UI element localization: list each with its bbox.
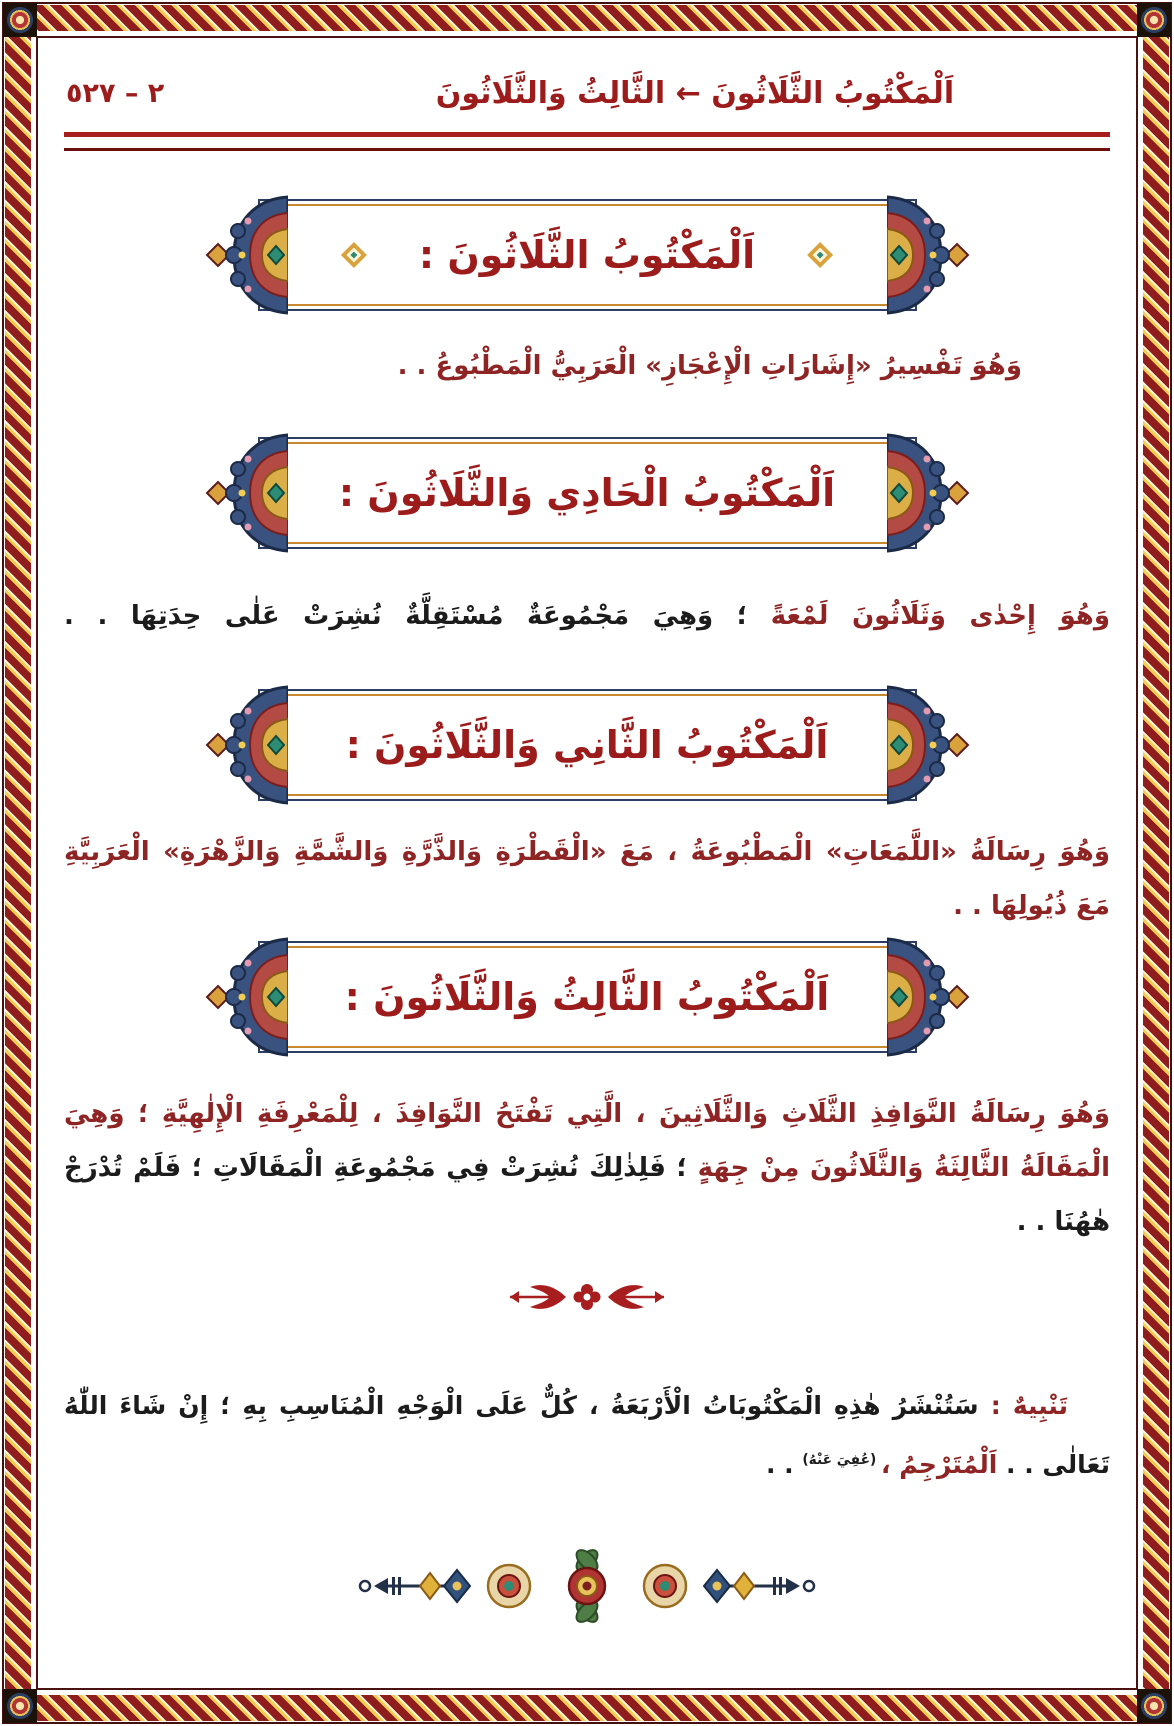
translator-seal: (عُفِيَ عَنْهُ) xyxy=(802,1452,882,1468)
section-heading: اَلْمَكْتُوبُ الْحَادِي وَالثَّلَاثُونَ : xyxy=(338,471,836,515)
diamond-ornament-icon xyxy=(807,242,833,268)
palmette-ornament-icon xyxy=(887,191,971,319)
diamond-ornament-icon xyxy=(341,242,367,268)
page-title: اَلْمَكْتُوبُ الثَّلَاثُونَ ← الثَّالِثُ وَالثَّلَاثُونَ xyxy=(435,76,955,111)
paragraph-text: مَعَ ذُيُولِهَا . . xyxy=(953,891,1110,921)
translator-signature: اَلْمُتَرْجِمُ ، xyxy=(881,1450,998,1479)
section-paragraph xyxy=(64,589,1110,643)
section-paragraph xyxy=(64,339,1110,393)
section-heading: اَلْمَكْتُوبُ الثَّلَاثُونَ : xyxy=(418,233,756,277)
paragraph-text: ؛ وَهِيَ مَجْمُوعَةٌ مُسْتَقِلَّةٌ نُشِرَتْ عَلٰى حِدَتِهَا . . xyxy=(64,601,771,631)
palmette-ornament-icon xyxy=(204,429,288,557)
section-paragraph xyxy=(64,1087,1110,1249)
paragraph-text: الْمَقَالَةُ الثَّالِثَةُ وَالثَّلَاثُونَ مِنْ جِهَةٍ xyxy=(697,1153,1110,1183)
section-paragraph xyxy=(64,825,1110,933)
notice-text: سَتُنْشَرُ هٰذِهِ الْمَكْتُوبَاتُ الْأَرْبَعَةُ ، كُلٌّ عَلَى الْوَجْهِ الْمُنَاسِبِ بِهِ ؛ إِنْ شَاءَ اللّٰهُ xyxy=(64,1391,979,1420)
paragraph-text: وَهُوَ تَفْسِيرُ «إِشَارَاتِ الْإِعْجَازِ» الْعَرَبِيُّ الْمَطْبُوعُ . . xyxy=(397,351,1022,381)
section-heading: اَلْمَكْتُوبُ الثَّانِي وَالثَّلَاثُونَ : xyxy=(345,723,829,767)
section-cartouche-31 xyxy=(258,437,917,549)
corner-rosette-icon xyxy=(1137,1689,1171,1723)
tulip-divider-icon xyxy=(502,1277,672,1317)
palmette-ornament-icon xyxy=(887,429,971,557)
notice-paragraph xyxy=(64,1379,1110,1492)
page-content xyxy=(64,50,1110,1676)
floral-band-icon xyxy=(352,1544,822,1628)
palmette-ornament-icon xyxy=(887,933,971,1061)
paragraph-text: وَهُوَ رِسَالَةُ النَّوَافِذِ الثَّلَاثِ وَالثَّلَاثِينَ ، الَّتِي تَفْتَحُ النَّوَافِذَ ، لِلْمَعْرِفَةِ الْإِلٰهِيَّةِ ؛ وَهِيَ xyxy=(64,1099,1110,1129)
palmette-ornament-icon xyxy=(887,681,971,809)
corner-rosette-icon xyxy=(3,1689,37,1723)
notice-text: تَعَالٰى . . xyxy=(997,1450,1110,1479)
paragraph-text: وَهُوَ رِسَالَةُ «اللَّمَعَاتِ» الْمَطْبُوعَةُ ، مَعَ «الْقَطْرَةِ وَالذَّرَّةِ وَالشَّمَّةِ وَالزَّهْرَةِ» الْعَرَبِيَّةِ xyxy=(64,837,1110,867)
page-number: ٢ – ٥٢٧ xyxy=(66,78,165,109)
palmette-ornament-icon xyxy=(204,191,288,319)
corner-rosette-icon xyxy=(3,3,37,37)
notice-label: تَنْبِيهٌ : xyxy=(978,1391,1068,1420)
section-heading: اَلْمَكْتُوبُ الثَّالِثُ وَالثَّلَاثُونَ : xyxy=(344,975,830,1019)
paragraph-text: ؛ فَلِذٰلِكَ نُشِرَتْ فِي مَجْمُوعَةِ الْمَقَالَاتِ ؛ فَلَمْ تُدْرَجْ xyxy=(64,1153,698,1183)
running-head xyxy=(64,50,1110,126)
corner-rosette-icon xyxy=(1137,3,1171,37)
section-cartouche-32 xyxy=(258,689,917,801)
header-rule xyxy=(64,132,1110,151)
divider-row xyxy=(64,1277,1110,1321)
section-cartouche-30 xyxy=(258,199,917,311)
paragraph-text: وَهُوَ إِحْدٰى وَثَلَاثُونَ لَمْعَةً xyxy=(770,601,1110,631)
section-cartouche-33 xyxy=(258,941,917,1053)
palmette-ornament-icon xyxy=(204,681,288,809)
palmette-ornament-icon xyxy=(204,933,288,1061)
notice-text: . . xyxy=(765,1450,803,1479)
bottom-ornament-row xyxy=(64,1544,1110,1632)
paragraph-text: هٰهُنَا . . xyxy=(1016,1207,1110,1237)
